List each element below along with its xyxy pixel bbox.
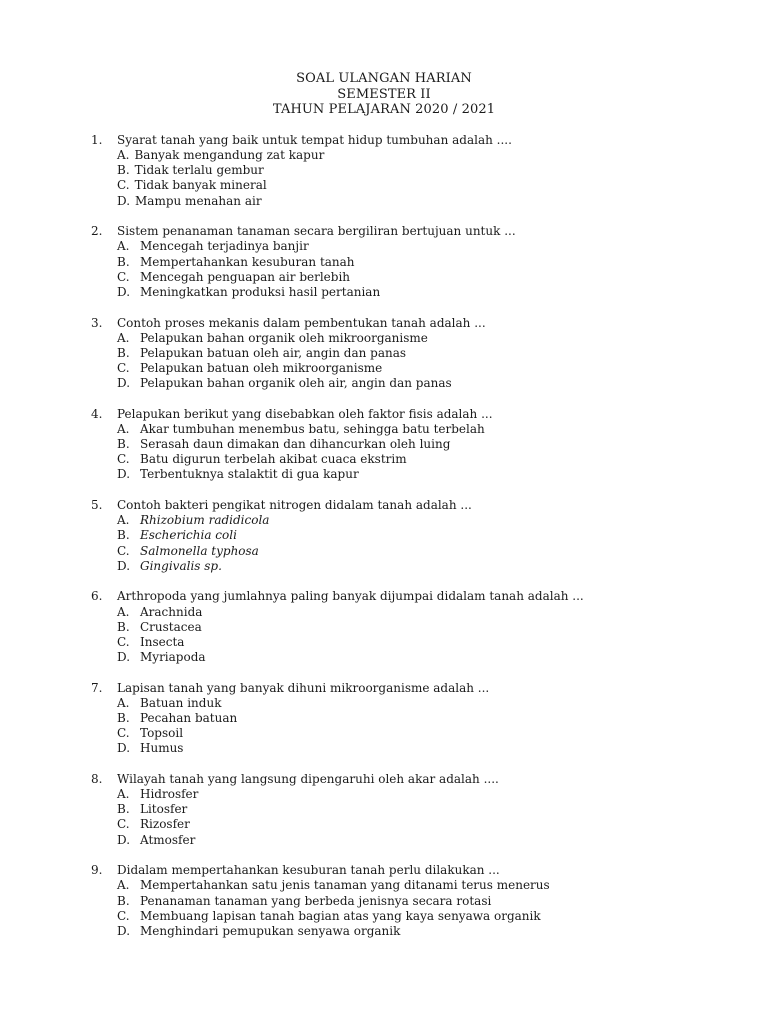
question-number: 7.	[91, 680, 103, 695]
option-letter: A.	[117, 148, 130, 163]
option-a	[91, 696, 751, 711]
option-b	[91, 346, 751, 361]
option-text: Escherichia coli	[140, 528, 237, 543]
option-letter: A.	[117, 787, 130, 802]
option-letter: B.	[117, 254, 130, 269]
option-text: Mempertahankan kesuburan tanah	[140, 254, 355, 269]
option-text: Litosfer	[140, 802, 188, 817]
option-b	[91, 163, 751, 178]
question-number: 3.	[91, 315, 103, 330]
option-text: Terbentuknya stalaktit di gua kapur	[140, 467, 359, 482]
option-letter: D.	[117, 467, 131, 482]
option-text: Akar tumbuhan menembus batu, sehingga batu terbelah	[140, 422, 485, 436]
option-b	[91, 528, 751, 543]
option-letter: B.	[117, 802, 130, 817]
option-text: Rhizobium radidicola	[140, 513, 270, 528]
option-d	[91, 741, 751, 756]
option-d	[91, 376, 751, 391]
option-text: Topsoil	[140, 726, 184, 741]
question-2	[91, 224, 751, 300]
option-c	[91, 361, 751, 376]
option-letter: A.	[117, 422, 130, 436]
option-letter: D.	[117, 741, 131, 756]
option-d	[91, 285, 751, 300]
option-text: Menghindari pemupukan senyawa organik	[140, 923, 401, 938]
option-text: Banyak mengandung zat kapur	[134, 148, 325, 163]
option-text: Mempertahankan satu jenis tanaman yang ditanami terus menerus	[140, 878, 550, 893]
option-d	[91, 833, 751, 848]
option-text: Pecahan batuan	[140, 711, 238, 725]
question-text: Syarat tanah yang baik untuk tempat hidup tumbuhan adalah ....	[117, 133, 512, 147]
option-letter: B.	[117, 711, 130, 725]
option-d	[91, 467, 751, 482]
option-letter: C.	[117, 726, 130, 741]
question-number: 1.	[91, 133, 103, 147]
option-letter: C.	[117, 178, 130, 193]
option-text: Mencegah terjadinya banjir	[140, 239, 309, 254]
option-d	[91, 924, 751, 939]
option-a	[91, 148, 751, 163]
question-stem	[91, 681, 751, 696]
option-text: Tidak terlalu gembur	[134, 163, 264, 178]
question-7	[91, 681, 751, 757]
option-text: Batuan induk	[140, 695, 222, 710]
option-text: Salmonella typhosa	[140, 543, 259, 558]
option-c	[91, 726, 751, 741]
question-3	[91, 316, 751, 392]
option-text: Pelapukan bahan organik oleh air, angin dan panas	[140, 376, 452, 391]
option-a	[91, 239, 751, 254]
option-letter: A.	[117, 878, 130, 893]
option-text: Arachnida	[140, 604, 203, 619]
option-text: Batu digurun terbelah akibat cuaca ekstrim	[140, 452, 407, 467]
option-c	[91, 452, 751, 467]
option-d	[91, 194, 751, 209]
header-school-year: TAHUN PELAJARAN 2020 / 2021	[272, 102, 496, 117]
option-letter: B.	[117, 528, 130, 543]
option-text: Pelapukan batuan oleh air, angin dan panas	[140, 345, 407, 360]
question-stem	[91, 498, 751, 513]
question-list	[91, 133, 751, 955]
option-text: Penanaman tanaman yang berbeda jenisnya secara rotasi	[140, 893, 492, 908]
question-number: 9.	[91, 863, 103, 878]
option-text: Serasah daun dimakan dan dihancurkan oleh luing	[140, 437, 451, 452]
option-letter: B.	[117, 437, 130, 452]
option-a	[91, 605, 751, 620]
option-d	[91, 559, 751, 574]
option-text: Hidrosfer	[140, 787, 199, 802]
option-letter: C.	[117, 543, 130, 558]
option-c	[91, 635, 751, 650]
option-d	[91, 650, 751, 665]
option-text: Tidak banyak mineral	[134, 178, 267, 193]
option-letter: D.	[117, 193, 131, 208]
question-number: 4.	[91, 406, 103, 421]
option-letter: D.	[117, 650, 131, 665]
question-text: Contoh proses mekanis dalam pembentukan tanah adalah ...	[117, 315, 486, 330]
question-text: Sistem penanaman tanaman secara bergiliran bertujuan untuk ...	[117, 224, 516, 239]
option-letter: A.	[117, 604, 130, 619]
option-b	[91, 894, 751, 909]
option-letter: D.	[117, 832, 131, 847]
option-text: Pelapukan batuan oleh mikroorganisme	[140, 361, 383, 376]
option-letter: D.	[117, 376, 131, 391]
question-number: 5.	[91, 498, 103, 513]
option-letter: C.	[117, 817, 130, 832]
document-header	[0, 71, 768, 118]
option-letter: A.	[117, 239, 130, 254]
option-text: Humus	[140, 741, 184, 756]
option-letter: A.	[117, 330, 130, 345]
option-text: Rizosfer	[140, 817, 190, 832]
option-letter: A.	[117, 513, 130, 528]
option-c	[91, 817, 751, 832]
option-text: Pelapukan bahan organik oleh mikroorganisme	[140, 330, 428, 345]
option-c	[91, 909, 751, 924]
question-4	[91, 407, 751, 483]
question-text: Pelapukan berikut yang disebabkan oleh faktor fisis adalah ...	[117, 406, 493, 421]
option-a	[91, 331, 751, 346]
option-text: Gingivalis sp.	[140, 558, 222, 573]
question-stem	[91, 589, 751, 604]
option-letter: C.	[117, 361, 130, 376]
option-letter: C.	[117, 634, 130, 649]
option-c	[91, 178, 751, 193]
question-stem	[91, 863, 751, 878]
question-text: Wilayah tanah yang langsung dipengaruhi oleh akar adalah ....	[117, 771, 499, 786]
option-letter: B.	[117, 345, 130, 360]
header-title: SOAL ULANGAN HARIAN	[296, 71, 472, 86]
question-5	[91, 498, 751, 574]
option-b	[91, 255, 751, 270]
question-text: Lapisan tanah yang banyak dihuni mikroorganisme adalah ...	[117, 680, 490, 695]
header-semester: SEMESTER II	[337, 86, 431, 102]
option-text: Membuang lapisan tanah bagian atas yang kaya senyawa organik	[140, 908, 541, 923]
option-letter: C.	[117, 452, 130, 467]
question-stem	[91, 316, 751, 331]
question-8	[91, 772, 751, 848]
question-9	[91, 863, 751, 939]
option-b	[91, 437, 751, 452]
question-text: Didalam mempertahankan kesuburan tanah perlu dilakukan ...	[117, 863, 500, 878]
option-text: Atmosfer	[140, 832, 196, 847]
option-letter: D.	[117, 558, 131, 573]
option-a	[91, 787, 751, 802]
question-stem	[91, 224, 751, 239]
option-letter: B.	[117, 619, 130, 634]
option-letter: C.	[117, 269, 130, 284]
option-text: Insecta	[140, 634, 185, 649]
option-letter: B.	[117, 893, 130, 908]
question-1	[91, 133, 751, 209]
option-a	[91, 513, 751, 528]
question-stem	[91, 772, 751, 787]
option-c	[91, 270, 751, 285]
question-number: 8.	[91, 771, 103, 786]
option-b	[91, 620, 751, 635]
option-text: Myriapoda	[140, 650, 206, 665]
question-stem	[91, 407, 751, 422]
option-b	[91, 711, 751, 726]
option-letter: D.	[117, 284, 131, 299]
question-6	[91, 589, 751, 665]
option-text: Crustacea	[140, 619, 202, 634]
option-letter: B.	[117, 163, 130, 178]
question-text: Contoh bakteri pengikat nitrogen didalam tanah adalah ...	[117, 498, 472, 513]
option-letter: A.	[117, 695, 130, 710]
option-text: Meningkatkan produksi hasil pertanian	[140, 284, 381, 299]
question-stem	[91, 133, 751, 148]
question-number: 6.	[91, 589, 103, 604]
option-a	[91, 878, 751, 893]
option-text: Mencegah penguapan air berlebih	[140, 269, 351, 284]
question-text: Arthropoda yang jumlahnya paling banyak dijumpai didalam tanah adalah ...	[117, 589, 584, 604]
option-letter: C.	[117, 908, 130, 923]
question-number: 2.	[91, 224, 103, 239]
option-a	[91, 422, 751, 437]
option-c	[91, 544, 751, 559]
option-text: Mampu menahan air	[135, 193, 262, 208]
option-b	[91, 802, 751, 817]
option-letter: D.	[117, 923, 131, 938]
